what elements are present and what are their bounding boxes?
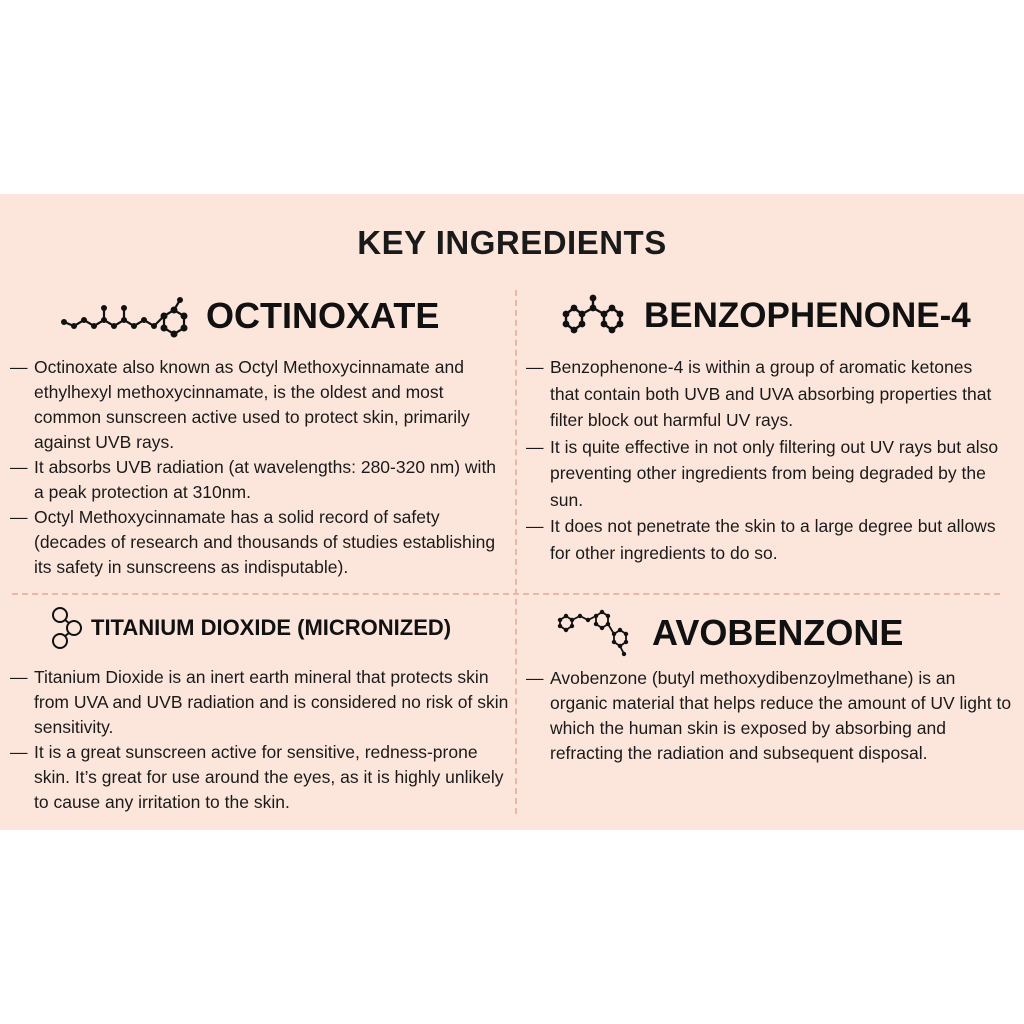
dash: — [10, 507, 28, 527]
ring-molecule-icon [552, 606, 638, 660]
titanium-heading [50, 606, 451, 650]
avobenzone-title: AVOBENZONE [652, 612, 904, 653]
benzophenone-bullets [526, 354, 1002, 566]
list-item [526, 434, 1002, 514]
bullet-text: Avobenzone (butyl methoxydibenzoylmethane) is an organic material that helps reduce the amount of UV light to which the human skin is exposed by absorbing and refracting the radiation and subsequent disposal. [550, 668, 1012, 763]
list-item [526, 513, 1002, 566]
bullet-text: Octyl Methoxycinnamate has a solid record of safety (decades of research and thousands of studies establishing its safety in sunscreens as indisputable). [34, 507, 496, 577]
dash: — [526, 516, 544, 536]
dash: — [10, 667, 28, 687]
benzophenone-title: BENZOPHENONE-4 [644, 296, 971, 335]
bullet-text: Octinoxate also known as Octyl Methoxycinnamate and ethylhexyl methoxycinnamate, is the oldest and most common sunscreen active used to protect skin, primarily against UVB rays. [34, 357, 470, 452]
page-title [347, 224, 676, 262]
octinoxate-title: OCTINOXATE [206, 295, 440, 336]
bullet-text: It is quite effective in not only filtering out UV rays but also preventing other ingredients from being degraded by the sun. [550, 436, 999, 510]
dash: — [526, 436, 544, 457]
list-item [526, 666, 1016, 766]
key-ingredients-panel [0, 194, 1024, 830]
horizontal-divider [12, 593, 1000, 595]
dash: — [526, 357, 544, 377]
list-item [10, 355, 510, 455]
list-item [526, 354, 1002, 434]
bullet-text: Titanium Dioxide is an inert earth mineral that protects skin from UVA and UVB radiation and is considered no risk of skin sensitivity. [34, 667, 509, 737]
page-title-text: KEY INGREDIENTS [357, 224, 667, 261]
titanium-title: TITANIUM DIOXIDE (MICRONIZED) [91, 615, 452, 640]
bullet-text: It is a great sunscreen active for sensitive, redness-prone skin. It’s great for use around the eyes, as it is highly unlikely to cause any irritation to the skin. [34, 742, 504, 812]
avobenzone-bullets [526, 666, 1016, 766]
dash: — [10, 357, 28, 377]
vertical-divider [515, 290, 517, 814]
list-item [10, 455, 510, 505]
benzophenone-heading [560, 294, 971, 338]
bullet-text: It absorbs UVB radiation (at wavelengths: 280-320 nm) with a peak protection at 310nm. [34, 457, 497, 502]
dash: — [10, 742, 28, 762]
title-wrap [0, 224, 1024, 262]
list-item [10, 505, 510, 580]
dash: — [526, 668, 544, 688]
hexagon-molecule-icon [560, 294, 634, 338]
octinoxate-bullets [10, 355, 510, 580]
circles-molecule-icon [50, 606, 86, 650]
list-item [10, 665, 510, 740]
bullet-text: It does not penetrate the skin to a large degree but allows for other ingredients to do so. [550, 516, 996, 563]
titanium-bullets [10, 665, 510, 815]
molecule-chain-icon [60, 294, 196, 338]
list-item [10, 740, 510, 815]
octinoxate-heading [60, 294, 439, 338]
dash: — [10, 457, 28, 477]
bullet-text: Benzophenone-4 is within a group of aromatic ketones that contain both UVB and UVA absorbing properties that filter block out harmful UV rays. [550, 357, 992, 430]
avobenzone-heading [552, 606, 903, 660]
